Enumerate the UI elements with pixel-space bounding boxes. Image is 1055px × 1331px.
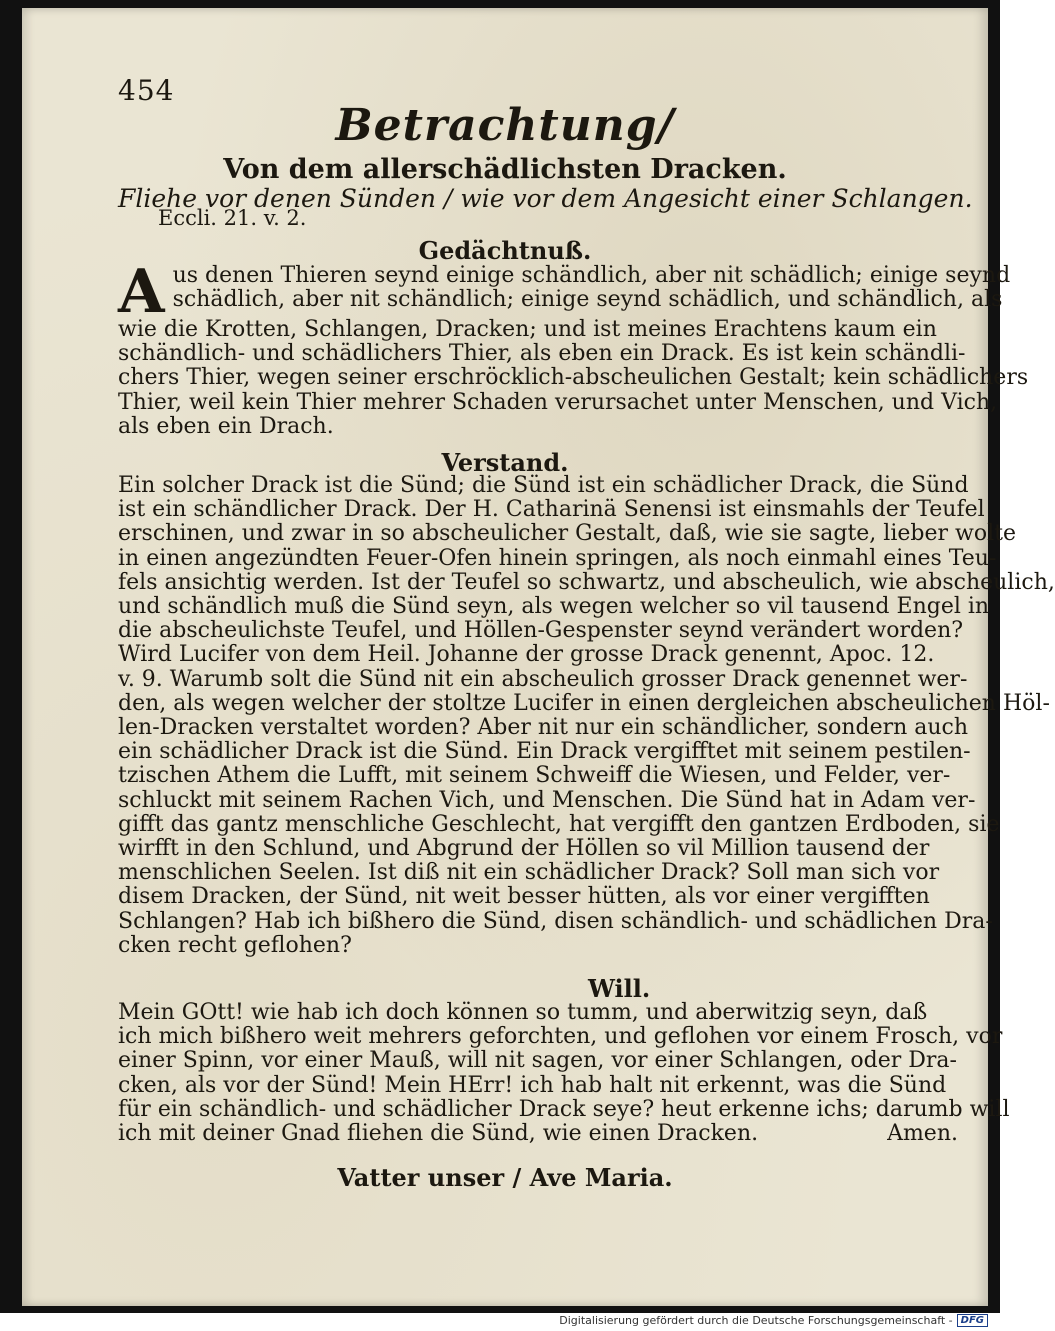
text-line: als eben ein Drach. [118, 413, 334, 439]
text-line: menschlichen Seelen. Ist diß nit ein schädlicher Drack? Soll man sich vor [118, 860, 940, 886]
text-line: v. 9. Warumb solt die Sünd nit ein abscheulich grosser Drack genennet wer- [118, 666, 968, 692]
heading-gedaechtnus: Gedächtnuß. [418, 236, 592, 265]
paragraph-verstand [118, 473, 1055, 958]
text-line: und schändlich muß die Sünd seyn, als wegen welcher so vil tausend Engel in [118, 594, 990, 620]
text-line: in einen angezündten Feuer-Ofen hinein springen, als noch einmahl eines Teu- [118, 545, 997, 571]
text-line: Mein GOtt! wie hab ich doch können so tumm, und aberwitzig seyn, daß [118, 1000, 928, 1025]
book-page [22, 8, 1055, 1306]
text-line: ein schädlicher Drack ist die Sünd. Ein Drack vergifftet mit seinem pestilen- [118, 739, 971, 765]
text-line: Thier, weil kein Thier mehrer Schaden verursachet unter Menschen, und Vich, [118, 389, 998, 415]
text-line: den, als wegen welcher der stoltze Lucifer in einen dergleichen abscheulichen Höl- [118, 690, 1050, 716]
text-line: gifft das gantz menschliche Geschlecht, hat vergifft den gantzen Erdboden, sie [118, 811, 1000, 837]
text-line: cken, als vor der Sünd! Mein HErr! ich hab halt nit erkennt, was die Sünd [118, 1072, 947, 1098]
amen-text: Amen. [887, 1121, 958, 1147]
motto-quote: Fliehe vor denen Sünden / wie vor dem Angesicht einer Schlangen. [118, 184, 973, 213]
heading-will: Will. [588, 974, 651, 1003]
text-line: len-Dracken verstaltet worden? Aber nit nur ein schändlicher, sondern auch [118, 715, 969, 741]
text-line: us denen Thieren seynd einige schändlich, aber nit schädlich; einige seynd [172, 263, 1011, 288]
paragraph-will [118, 1000, 1010, 1147]
dfg-logo-icon: DFG [957, 1314, 988, 1327]
text-line: ist ein schändlicher Drack. Der H. Catharinä Senensi ist einsmahls der Teufel [118, 497, 985, 523]
text-line: für ein schändlich- und schädlicher Drack seye? heut erkenne ichs; darumb will [118, 1096, 1010, 1122]
text-line: wie die Krotten, Schlangen, Dracken; und ist meines Erachtens kaum ein [118, 317, 937, 342]
page-title: Betrachtung/ [335, 100, 675, 151]
footer-text: Digitalisierung gefördert durch die Deutsche Forschungsgemeinschaft - [559, 1314, 953, 1327]
closing-prayer: Vatter unser / Ave Maria. [337, 1163, 673, 1192]
text-line: Schlangen? Hab ich bißhero die Sünd, disen schändlich- und schädlichen Dra- [118, 908, 993, 934]
text-line: chers Thier, wegen seiner erschröcklich-abscheulichen Gestalt; kein schädlichers [118, 365, 1029, 391]
text-line: fels ansichtig werden. Ist der Teufel so schwartz, und abscheulich, wie abscheulich, [118, 569, 1055, 595]
page-number: 454 [118, 74, 175, 107]
digitization-footer [559, 1314, 988, 1327]
text-line: einer Spinn, vor einer Mauß, will nit sagen, vor einer Schlangen, oder Dra- [118, 1048, 957, 1074]
text-line: schändlich- und schädlichers Thier, als eben ein Drack. Es ist kein schändli- [118, 341, 966, 367]
text-line: die abscheulichste Teufel, und Höllen-Gespenster seynd verändert worden? [118, 618, 964, 644]
heading-verstand: Verstand. [441, 448, 569, 477]
text-line: tzischen Athem die Lufft, mit seinem Schweiff die Wiesen, und Felder, ver- [118, 763, 951, 789]
bible-reference: Eccli. 21. v. 2. [158, 206, 307, 230]
text-line: schädlich, aber nit schändlich; einige seynd schädlich, und schändlich, als [172, 287, 1003, 313]
text-line: ich mich bißhero weit mehrers geforchten, und geflohen vor einem Frosch, vor [118, 1024, 1003, 1050]
text-line: cken recht geflohen? [118, 932, 352, 958]
text-line: wirfft in den Schlund, und Abgrund der Höllen so vil Million tausend der [118, 836, 930, 862]
text-line: schluckt mit seinem Rachen Vich, und Menschen. Die Sünd hat in Adam ver- [118, 787, 976, 813]
final-line-text: ich mit deiner Gnad fliehen die Sünd, wie einen Dracken. [118, 1121, 759, 1147]
text-line: erschinen, und zwar in so abscheulicher Gestalt, daß, wie sie sagte, lieber wolte [118, 521, 1016, 547]
text-line [118, 1122, 958, 1146]
text-line: disem Dracken, der Sünd, nit weit besser hütten, als vor einer vergifften [118, 884, 930, 910]
page-subtitle: Von dem allerschädlichsten Dracken. [223, 154, 787, 185]
drop-initial: A [118, 257, 165, 327]
text-line: Ein solcher Drack ist die Sünd; die Sünd ist ein schädlicher Drack, die Sünd [118, 473, 969, 498]
text-line: Wird Lucifer von dem Heil. Johanne der grosse Drack genennt, Apoc. 12. [118, 642, 935, 668]
paragraph-gedaechtnus [118, 257, 1029, 439]
